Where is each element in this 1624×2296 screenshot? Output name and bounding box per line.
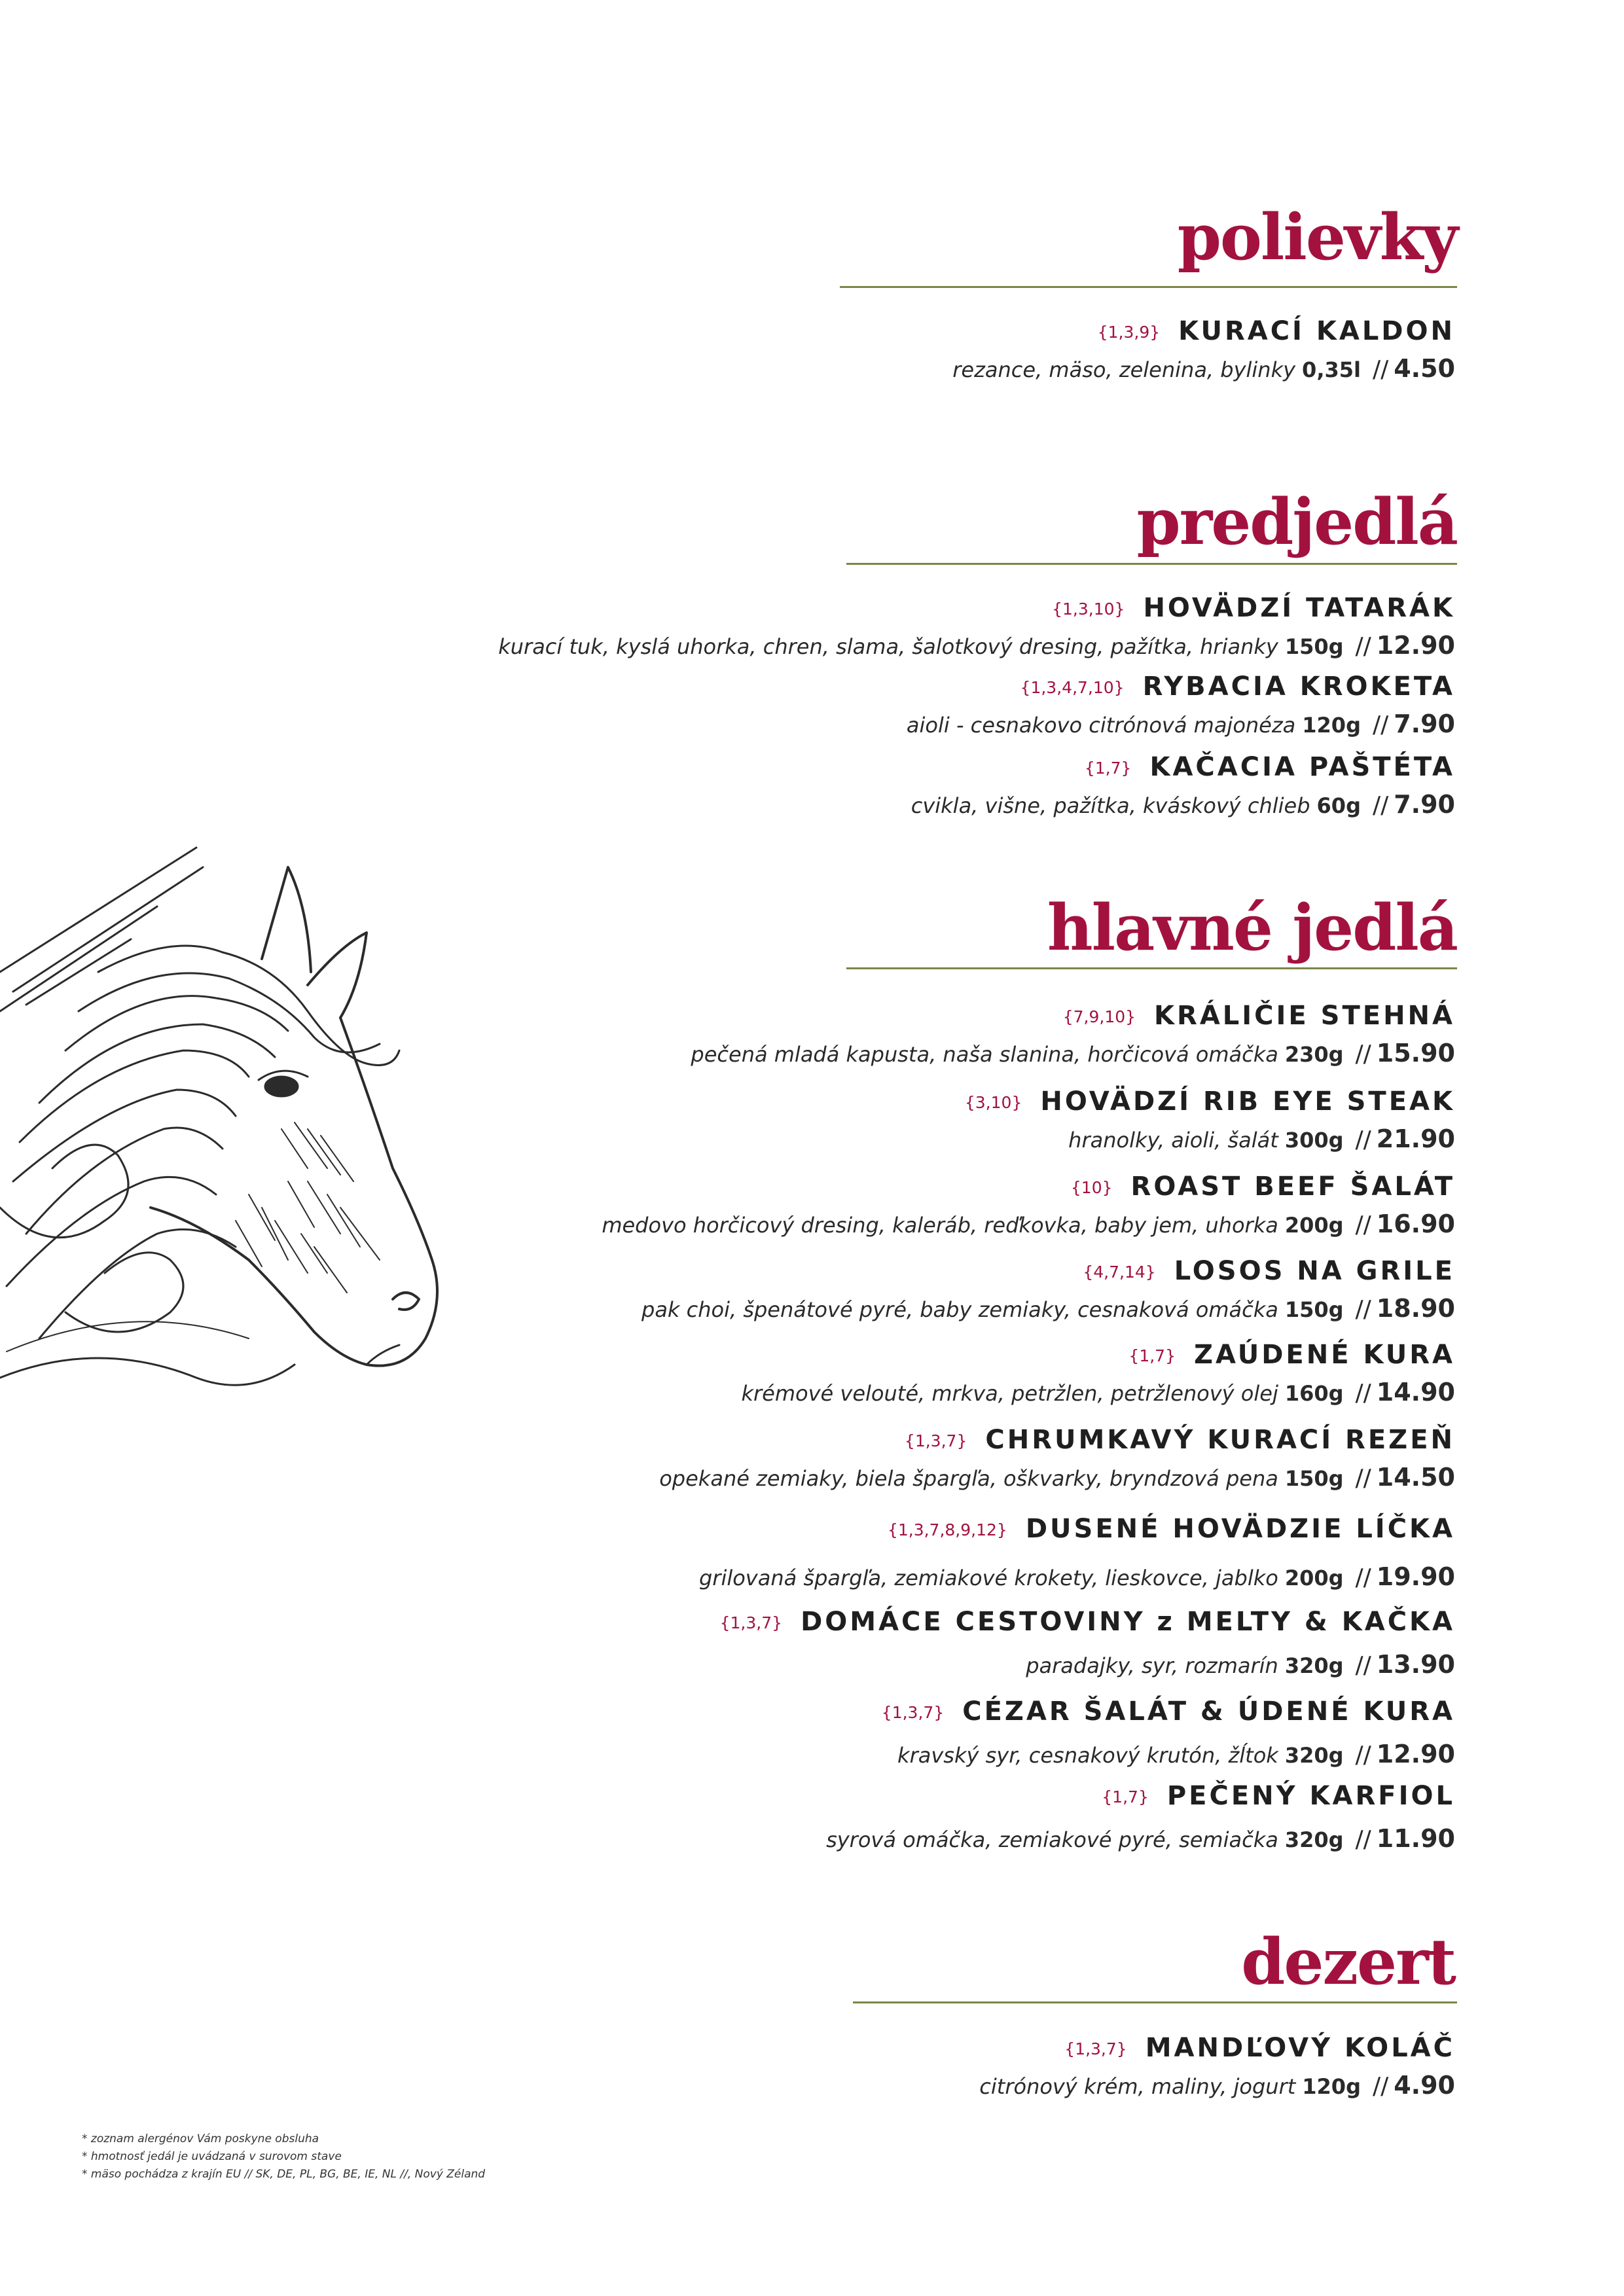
- dish-name: MANDĽOVÝ KOLÁČ: [1145, 2033, 1455, 2063]
- dish-weight: 320g: [1284, 1653, 1344, 1678]
- dish-description: kravský syr, cesnakový krutón, žĺtok: [897, 1743, 1278, 1768]
- menu-item: [741, 1338, 1455, 1408]
- price-separator: //: [1355, 1380, 1371, 1407]
- dish-description: paradajky, syr, rozmarín: [1026, 1653, 1278, 1678]
- menu-item: [699, 1512, 1455, 1593]
- price-separator: //: [1372, 792, 1389, 819]
- dish-weight: 150g: [1284, 1466, 1344, 1491]
- dish-name: DUSENÉ HOVÄDZIE LÍČKA: [1025, 1514, 1455, 1544]
- allergen-codes: {4,7,14}: [1083, 1263, 1156, 1282]
- allergen-codes: {1,7}: [1084, 759, 1132, 778]
- dish-price: 12.90: [1376, 1740, 1455, 1768]
- dish-price: 4.90: [1394, 2071, 1455, 2100]
- allergen-codes: {1,3,10}: [1052, 600, 1125, 619]
- price-separator: //: [1355, 1126, 1371, 1153]
- allergen-codes: {1,3,7}: [719, 1613, 783, 1632]
- dish-name: ZAÚDENÉ KURA: [1194, 1340, 1455, 1370]
- dish-name: CHRUMKAVÝ KURACÍ REZEŇ: [985, 1425, 1455, 1455]
- dish-weight: 60g: [1316, 793, 1361, 818]
- dish-description: krémové velouté, mrkva, petržlen, petržlenový olej: [741, 1381, 1278, 1406]
- allergen-codes: {1,3,7}: [1064, 2039, 1127, 2058]
- dish-price: 14.50: [1376, 1463, 1455, 1492]
- allergen-codes: {1,3,7}: [881, 1703, 945, 1722]
- section-divider: [846, 967, 1457, 969]
- allergen-codes: {10}: [1070, 1178, 1113, 1197]
- dish-price: 21.90: [1376, 1124, 1455, 1153]
- dish-description: cvikla, višne, pažítka, kváskový chlieb: [911, 793, 1310, 818]
- allergen-codes: {1,3,7}: [904, 1431, 967, 1450]
- dish-name: HOVÄDZÍ RIB EYE STEAK: [1040, 1086, 1455, 1117]
- dish-price: 16.90: [1376, 1210, 1455, 1238]
- dish-price: 13.90: [1376, 1650, 1455, 1679]
- dish-weight: 150g: [1284, 634, 1344, 659]
- dish-description: hranolky, aioli, šalát: [1068, 1128, 1278, 1153]
- dish-price: 18.90: [1376, 1294, 1455, 1323]
- horse-illustration: [0, 841, 452, 1404]
- dish-price: 7.90: [1394, 790, 1455, 819]
- allergen-codes: {1,3,7,8,9,12}: [887, 1520, 1007, 1539]
- dish-weight: 320g: [1284, 1827, 1344, 1852]
- menu-item: [691, 999, 1455, 1069]
- dish-weight: 120g: [1302, 713, 1361, 738]
- menu-item: [498, 591, 1455, 662]
- footnote: * mäso pochádza z krajín EU // SK, DE, PL, BG, BE, IE, NL //, Nový Zéland: [82, 2168, 486, 2181]
- dish-description: pečená mladá kapusta, naša slanina, horčicová omáčka: [691, 1042, 1278, 1067]
- price-separator: //: [1372, 2073, 1389, 2100]
- dish-name: CÉZAR ŠALÁT & ÚDENÉ KURA: [962, 1696, 1455, 1727]
- allergen-codes: {1,7}: [1102, 1787, 1149, 1806]
- section-title-hlavne-jedla: hlavné jedlá: [1047, 891, 1457, 965]
- allergen-codes: {1,3,4,7,10}: [1020, 678, 1125, 697]
- dish-weight: 0,35l: [1302, 357, 1361, 382]
- dish-price: 11.90: [1376, 1824, 1455, 1853]
- dish-name: RYBACIA KROKETA: [1142, 672, 1455, 702]
- dish-weight: 200g: [1284, 1213, 1344, 1238]
- price-separator: //: [1355, 1564, 1371, 1591]
- price-separator: //: [1355, 1652, 1371, 1679]
- section-title-dezert: dezert: [1241, 1925, 1455, 1999]
- dish-description: syrová omáčka, zemiakové pyré, semiačka: [826, 1827, 1278, 1852]
- dish-price: 19.90: [1376, 1562, 1455, 1591]
- dish-description: citrónový krém, maliny, jogurt: [979, 2074, 1296, 2099]
- dish-weight: 160g: [1284, 1381, 1344, 1406]
- dish-name: KAČACIA PAŠTÉTA: [1149, 752, 1455, 782]
- dish-price: 14.90: [1376, 1378, 1455, 1407]
- menu-item: [907, 670, 1455, 740]
- allergen-codes: {7,9,10}: [1062, 1007, 1136, 1026]
- section-divider: [853, 2001, 1457, 2003]
- section-title-polievky: polievky: [1177, 200, 1457, 274]
- dish-description: aioli - cesnakovo citrónová majonéza: [906, 713, 1296, 738]
- menu-item: [641, 1254, 1455, 1325]
- dish-price: 12.90: [1376, 631, 1455, 660]
- menu-item: [979, 2031, 1455, 2102]
- dish-name: LOSOS NA GRILE: [1174, 1256, 1455, 1286]
- price-separator: //: [1372, 711, 1389, 738]
- dish-weight: 300g: [1284, 1128, 1344, 1153]
- section-divider: [840, 286, 1457, 288]
- dish-name: PEČENÝ KARFIOL: [1166, 1781, 1455, 1811]
- menu-item: [952, 314, 1455, 385]
- price-separator: //: [1355, 1211, 1371, 1238]
- section-divider: [846, 563, 1457, 565]
- dish-name: KRÁLIČIE STEHNÁ: [1154, 1001, 1455, 1031]
- price-separator: //: [1355, 1742, 1371, 1768]
- menu-item: [965, 1085, 1455, 1155]
- dish-price: 7.90: [1394, 709, 1455, 738]
- price-separator: //: [1355, 1826, 1371, 1853]
- section-title-predjedla: predjedlá: [1136, 485, 1457, 559]
- dish-weight: 200g: [1284, 1566, 1344, 1590]
- dish-description: pak choi, špenátové pyré, baby zemiaky, cesnaková omáčka: [641, 1297, 1278, 1322]
- dish-description: rezance, mäso, zelenina, bylinky: [952, 357, 1296, 382]
- footnotes: [82, 2130, 485, 2183]
- dish-description: grilovaná špargľa, zemiakové krokety, lieskovce, jablko: [698, 1566, 1278, 1590]
- menu-item: [659, 1423, 1455, 1494]
- allergen-codes: {1,3,9}: [1097, 323, 1161, 342]
- allergen-codes: {1,7}: [1128, 1346, 1176, 1365]
- dish-name: DOMÁCE CESTOVINY z MELTY & KAČKA: [801, 1607, 1455, 1637]
- price-separator: //: [1355, 633, 1371, 660]
- dish-weight: 320g: [1284, 1743, 1344, 1768]
- dish-description: kurací tuk, kyslá uhorka, chren, slama, šalotkový dresing, pažítka, hrianky: [498, 634, 1278, 659]
- dish-price: 4.50: [1394, 354, 1455, 383]
- dish-name: KURACÍ KALDON: [1178, 316, 1455, 346]
- price-separator: //: [1355, 1041, 1371, 1067]
- menu-item: [826, 1779, 1455, 1855]
- price-separator: //: [1355, 1465, 1371, 1492]
- footnote: * hmotnosť jedál je uvádzaná v surovom stave: [82, 2150, 342, 2163]
- footnote: * zoznam alergénov Vám poskyne obsluha: [82, 2132, 319, 2145]
- dish-weight: 120g: [1302, 2074, 1361, 2099]
- menu-item: [882, 1695, 1455, 1770]
- dish-description: medovo horčicový dresing, kaleráb, reďkovka, baby jem, uhorka: [602, 1213, 1278, 1238]
- price-separator: //: [1372, 356, 1389, 383]
- dish-price: 15.90: [1376, 1039, 1455, 1067]
- menu-item: [602, 1170, 1455, 1240]
- menu-item: [720, 1605, 1455, 1681]
- dish-weight: 230g: [1284, 1042, 1344, 1067]
- dish-name: ROAST BEEF ŠALÁT: [1130, 1172, 1455, 1202]
- price-separator: //: [1355, 1296, 1371, 1323]
- dish-description: opekané zemiaky, biela špargľa, oškvarky, bryndzová pena: [659, 1466, 1278, 1491]
- dish-weight: 150g: [1284, 1297, 1344, 1322]
- dish-name: HOVÄDZÍ TATARÁK: [1143, 593, 1455, 623]
- allergen-codes: {3,10}: [964, 1093, 1022, 1112]
- menu-item: [911, 750, 1455, 821]
